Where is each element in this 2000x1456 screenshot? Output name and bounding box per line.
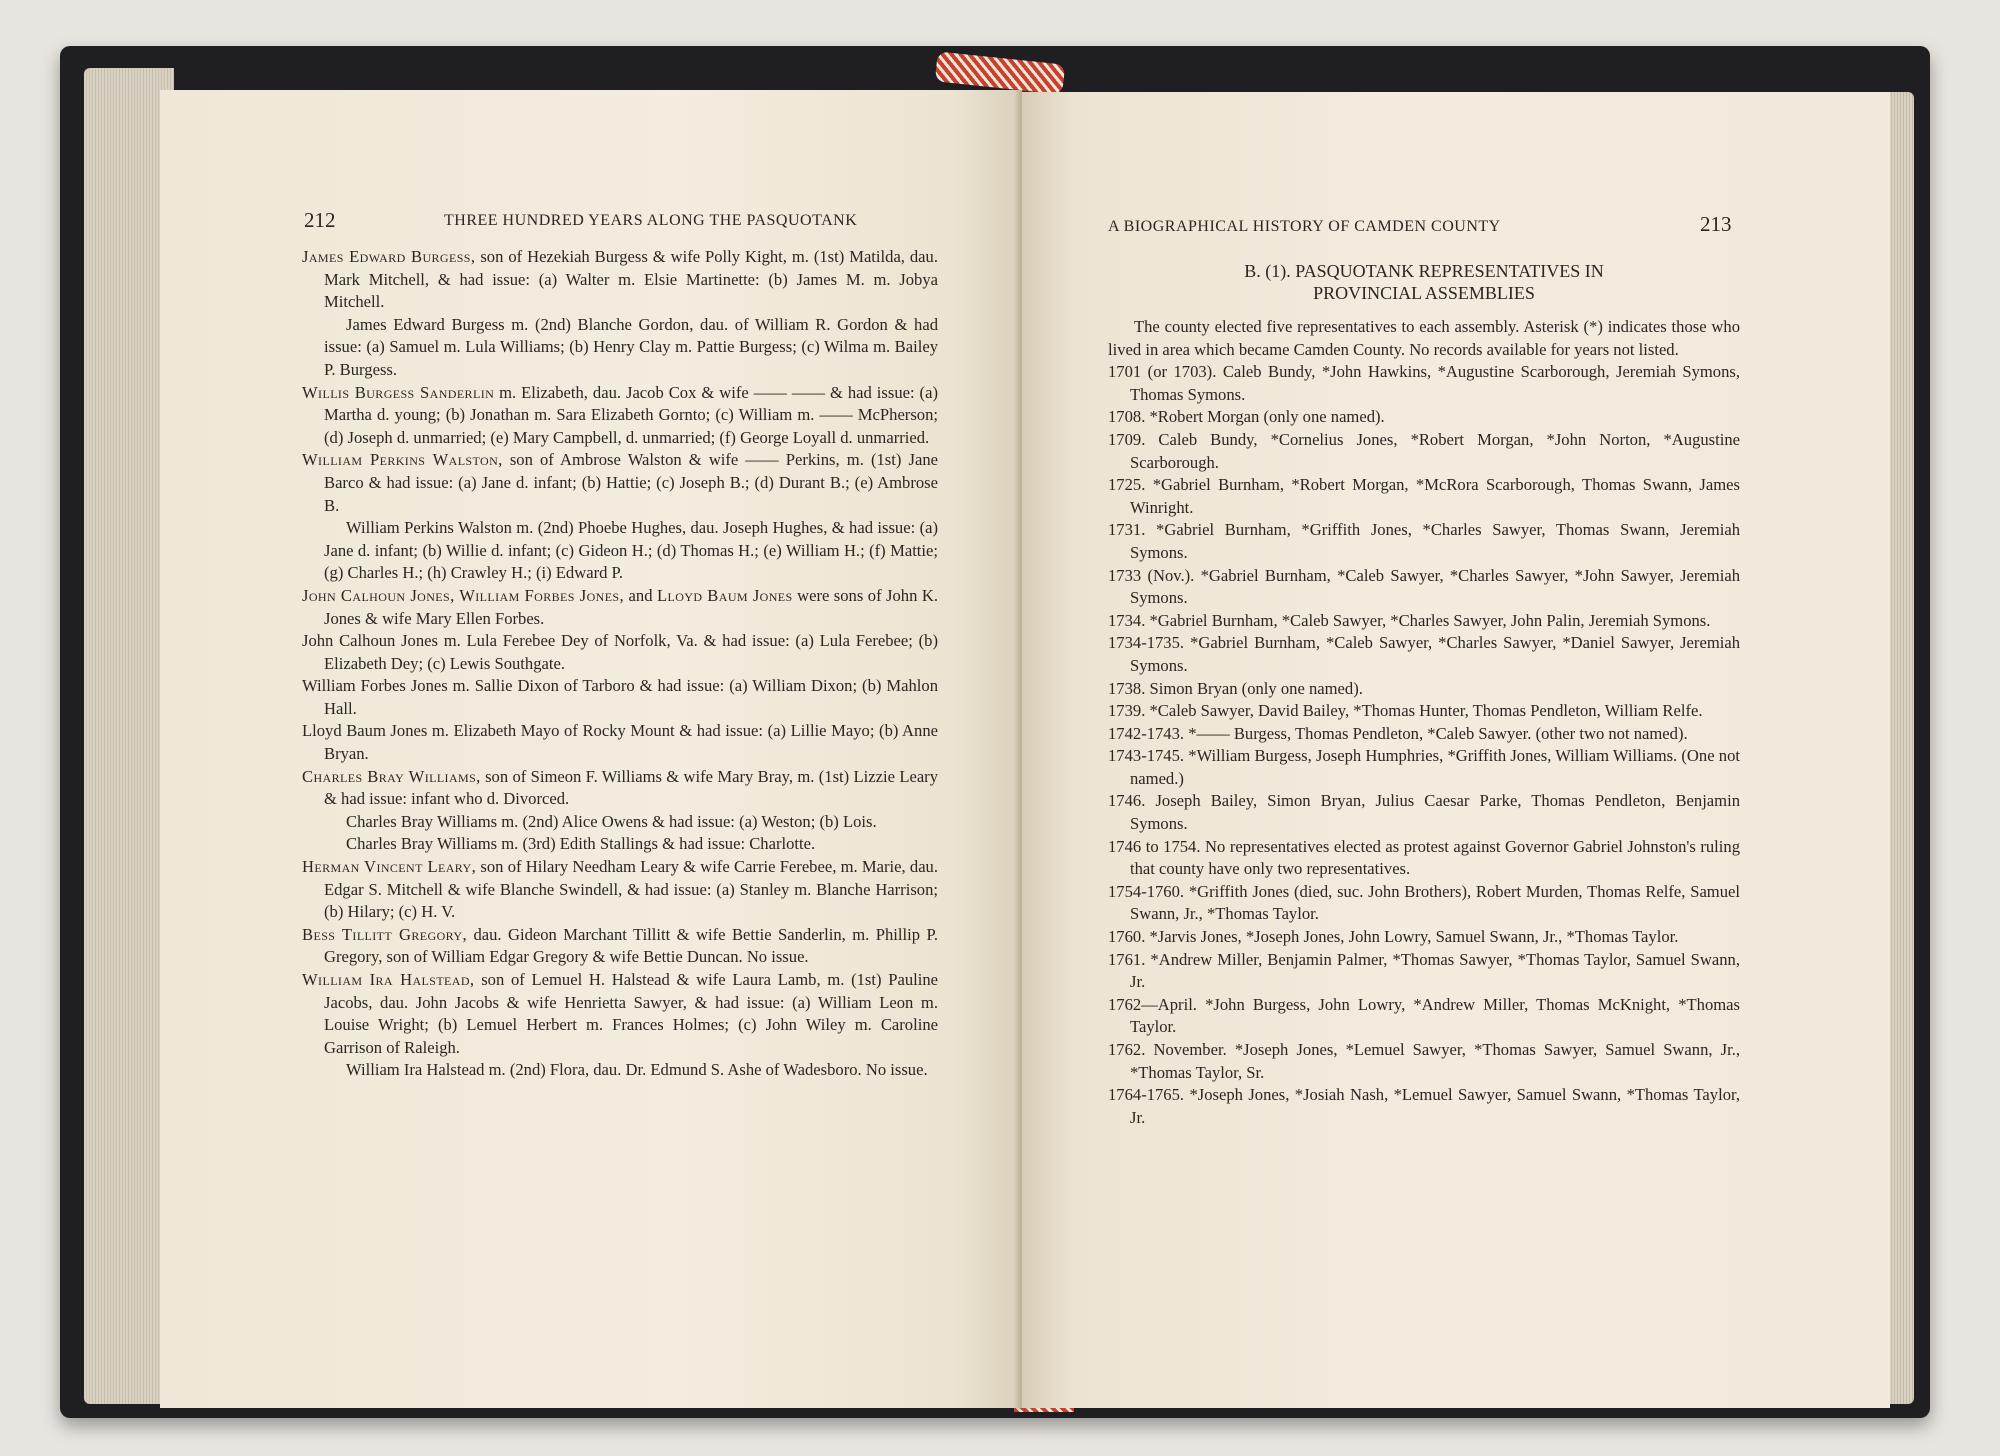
assembly-year: 1764-1765. (1108, 1085, 1185, 1105)
genealogy-entry: Bess Tillitt Gregory, dau. Gideon Marchant Tillitt & wife Bettie Sanderlin, m. Phillip P. Gregory, son of William Edgar Gregory & wife Bettie Duncan. No issue. (302, 924, 938, 967)
section-title-line-2: PROVINCIAL ASSEMBLIES (1313, 283, 1535, 303)
assembly-year: 1754-1760. (1108, 881, 1185, 901)
person-name: James Edward Burgess, (302, 247, 476, 266)
assembly-year: 1743-1745. (1108, 746, 1185, 766)
genealogy-continuation: Charles Bray Williams m. (2nd) Alice Owens & had issue: (a) Weston; (b) Lois. (346, 811, 877, 831)
assembly-year: 1746. (1108, 791, 1146, 811)
assembly-year: 1731. (1108, 520, 1146, 540)
assembly-list (1108, 361, 1740, 1129)
genealogy-continuation: William Perkins Walston m. (2nd) Phoebe Hughes, dau. Joseph Hughes, & had issue: (a) Jane d. infant; (b) Willie d. infant; (c) Gideon H.; (d) Thomas H.; (e) William H.; (f) Mattie; (g) Charles H.; (h) Crawley H.; (i) Edward P. (324, 518, 938, 583)
assembly-year: 1709. (1108, 429, 1146, 449)
assembly-year: 1746 to 1754. (1108, 836, 1201, 856)
assembly-year: 1742-1743. (1108, 723, 1185, 743)
assembly-entry: 1761. *Andrew Miller, Benjamin Palmer, *Thomas Sawyer, *Thomas Taylor, Samuel Swann, Jr. (1108, 949, 1740, 992)
assembly-entry: 1746. Joseph Bailey, Simon Bryan, Julius Caesar Parke, Thomas Pendleton, Benjamin Symons. (1108, 791, 1740, 834)
assembly-entry: 1764-1765. *Joseph Jones, *Josiah Nash, *Lemuel Sawyer, Samuel Swann, *Thomas Taylor, Jr. (1108, 1085, 1740, 1127)
assembly-year: 1708. (1108, 407, 1146, 427)
genealogy-entry: John Calhoun Jones, William Forbes Jones, and Lloyd Baum Jones were sons of John K. Jones & wife Mary Ellen Forbes. (302, 585, 939, 628)
person-name: William Ira Halstead, (302, 970, 475, 989)
assembly-entry: 1743-1745. *William Burgess, Joseph Humphries, *Griffith Jones, William Williams. (One not named.) (1108, 746, 1740, 788)
genealogy-entry: John Calhoun Jones m. Lula Ferebee Dey of Norfolk, Va. & had issue: (a) Lula Ferebee; (b) Elizabeth Dey; (c) Lewis Southgate. (302, 631, 938, 673)
assembly-year: 1739. (1108, 701, 1146, 721)
genealogy-continuation: Charles Bray Williams m. (3rd) Edith Stallings & had issue: Charlotte. (346, 834, 816, 854)
person-name: William Perkins Walston, (302, 450, 503, 470)
right-page-body (1108, 260, 1740, 1129)
left-page (160, 90, 1022, 1408)
assembly-entry: 1734. *Gabriel Burnham, *Caleb Sawyer, *Charles Sawyer, John Palin, Jeremiah Symons. (1108, 610, 1711, 630)
assembly-entry: 1762—April. *John Burgess, John Lowry, *Andrew Miller, Thomas McKnight, *Thomas Taylor. (1108, 994, 1740, 1037)
genealogy-entry: James Edward Burgess, son of Hezekiah Burgess & wife Polly Kight, m. (1st) Matilda, dau. Mark Mitchell, & had issue: (a) Walter m. Elsie Martinette: (b) James M. m. Jobya Mitchell. (302, 247, 938, 312)
person-name: Herman Vincent Leary, (302, 857, 477, 877)
assembly-entry: 1701 (or 1703). Caleb Bundy, *John Hawkins, *Augustine Scarborough, Jeremiah Symons, Thomas Symons. (1108, 362, 1740, 404)
assembly-entry: 1725. *Gabriel Burnham, *Robert Morgan, *McRora Scarborough, Thomas Swann, James Winright. (1108, 475, 1740, 517)
genealogy-entry: Charles Bray Williams, son of Simeon F. Williams & wife Mary Bray, m. (1st) Lizzie Leary & had issue: infant who d. Divorced. (302, 766, 939, 809)
genealogy-continuation: William Ira Halstead m. (2nd) Flora, dau. Dr. Edmund S. Ashe of Wadesboro. No issue. (346, 1060, 928, 1080)
genealogy-entry: William Forbes Jones m. Sallie Dixon of Tarboro & had issue: (a) William Dixon; (b) Mahlon Hall. (302, 676, 938, 718)
assembly-entry: 1731. *Gabriel Burnham, *Griffith Jones, *Charles Sawyer, Thomas Swann, Jeremiah Symons. (1108, 520, 1740, 562)
genealogy-entry: Herman Vincent Leary, son of Hilary Needham Leary & wife Carrie Ferebee, m. Marie, dau. Edgar S. Mitchell & wife Blanche Swindell, & had issue: (a) Stanley m. Blanche Harrison; (b) Hilary; (c) H. V. (302, 857, 939, 922)
assembly-entry: 1733 (Nov.). *Gabriel Burnham, *Caleb Sawyer, *Charles Sawyer, *John Sawyer, Jeremiah Symons. (1108, 565, 1740, 608)
assembly-year: 1733 (Nov.). (1108, 565, 1195, 585)
genealogy-entry: William Perkins Walston, son of Ambrose Walston & wife —— Perkins, m. (1st) Jane Barco & had issue: (a) Jane d. infant; (b) Hattie; (c) Joseph B.; (d) Durant B.; (e) Ambrose B. (302, 450, 938, 515)
assembly-entry: 1760. *Jarvis Jones, *Joseph Jones, John Lowry, Samuel Swann, Jr., *Thomas Taylor. (1108, 927, 1679, 947)
assembly-entry: 1738. Simon Bryan (only one named). (1108, 678, 1363, 698)
person-name: Lloyd Baum Jones (656, 585, 793, 605)
assembly-year: 1760. (1108, 927, 1146, 947)
assembly-year: 1701 (or 1703). (1108, 362, 1217, 382)
left-page-body (302, 246, 938, 1082)
left-page-number: 212 (304, 208, 336, 232)
section-intro: The county elected five representatives to each assembly. Asterisk (*) indicates those who lived in area which became Camden County. No records available for years not listed. (1108, 317, 1740, 359)
assembly-year: 1738. (1108, 678, 1146, 698)
assembly-entry: 1762. November. *Joseph Jones, *Lemuel Sawyer, *Thomas Sawyer, Samuel Swann, Jr., *Thomas Taylor, Sr. (1108, 1040, 1740, 1082)
assembly-entry: 1708. *Robert Morgan (only one named). (1108, 407, 1385, 427)
assembly-entry: 1742-1743. *—— Burgess, Thomas Pendleton, *Caleb Sawyer. (other two not named). (1108, 723, 1688, 743)
left-running-head: THREE HUNDRED YEARS ALONG THE PASQUOTANK (444, 212, 858, 229)
section-title (1108, 260, 1740, 304)
genealogy-continuation: James Edward Burgess m. (2nd) Blanche Gordon, dau. of William R. Gordon & had issue: (a) Samuel m. Lula Williams; (b) Henry Clay m. Pattie Burgess; (c) Wilma m. Bailey P. Burgess. (324, 314, 938, 379)
assembly-entry: 1739. *Caleb Sawyer, David Bailey, *Thomas Hunter, Thomas Pendleton, William Relfe. (1108, 701, 1703, 721)
assembly-year: 1762—April. (1108, 994, 1197, 1014)
assembly-entry: 1746 to 1754. No representatives elected as protest against Governor Gabriel Johnston's ruling that county have only two representatives. (1108, 836, 1740, 879)
assembly-entry: 1754-1760. *Griffith Jones (died, suc. John Brothers), Robert Murden, Thomas Relfe, Samuel Swann, Jr., *Thomas Taylor. (1108, 881, 1740, 924)
right-page (1022, 92, 1890, 1408)
right-page-number: 213 (1700, 212, 1732, 236)
person-name: John Calhoun Jones, William Forbes Jones, (302, 585, 625, 605)
person-name: Charles Bray Williams, (302, 766, 481, 786)
genealogy-entry: Lloyd Baum Jones m. Elizabeth Mayo of Rocky Mount & had issue: (a) Lillie Mayo; (b) Anne Bryan. (302, 721, 938, 764)
assembly-year: 1725. (1108, 475, 1146, 495)
assembly-year: 1734. (1108, 610, 1146, 630)
genealogy-entry: William Ira Halstead, son of Lemuel H. Halstead & wife Laura Lamb, m. (1st) Pauline Jacobs, dau. John Jacobs & wife Henrietta Sawyer, & had issue: (a) William Leon m. Louise Wright; (b) Lemuel Herbert m. Frances Holmes; (c) John Wiley m. Caroline Garrison of Raleigh. (302, 970, 939, 1057)
assembly-year: 1734-1735. (1108, 633, 1185, 653)
genealogy-entry: Willis Burgess Sanderlin m. Elizabeth, dau. Jacob Cox & wife —— —— & had issue: (a) Martha d. young; (b) Jonathan m. Sara Elizabeth Gornto; (c) William m. —— McPherson; (d) Joseph d. unmarried; (e) Mary Campbell, d. unmarried; (f) George Loyall d. unmarried. (302, 382, 938, 447)
person-name: Willis Burgess Sanderlin (302, 382, 495, 402)
assembly-year: 1762. November. (1108, 1040, 1227, 1059)
section-title-line-1: B. (1). PASQUOTANK REPRESENTATIVES IN (1244, 261, 1604, 281)
right-running-head: A BIOGRAPHICAL HISTORY OF CAMDEN COUNTY (1108, 218, 1501, 235)
person-name: Bess Tillitt Gregory, (302, 924, 467, 944)
assembly-entry: 1709. Caleb Bundy, *Cornelius Jones, *Robert Morgan, *John Norton, *Augustine Scarborough. (1108, 429, 1740, 472)
assembly-year: 1761. (1108, 949, 1146, 969)
assembly-entry: 1734-1735. *Gabriel Burnham, *Caleb Sawyer, *Charles Sawyer, *Daniel Sawyer, Jeremiah Symons. (1108, 633, 1740, 675)
